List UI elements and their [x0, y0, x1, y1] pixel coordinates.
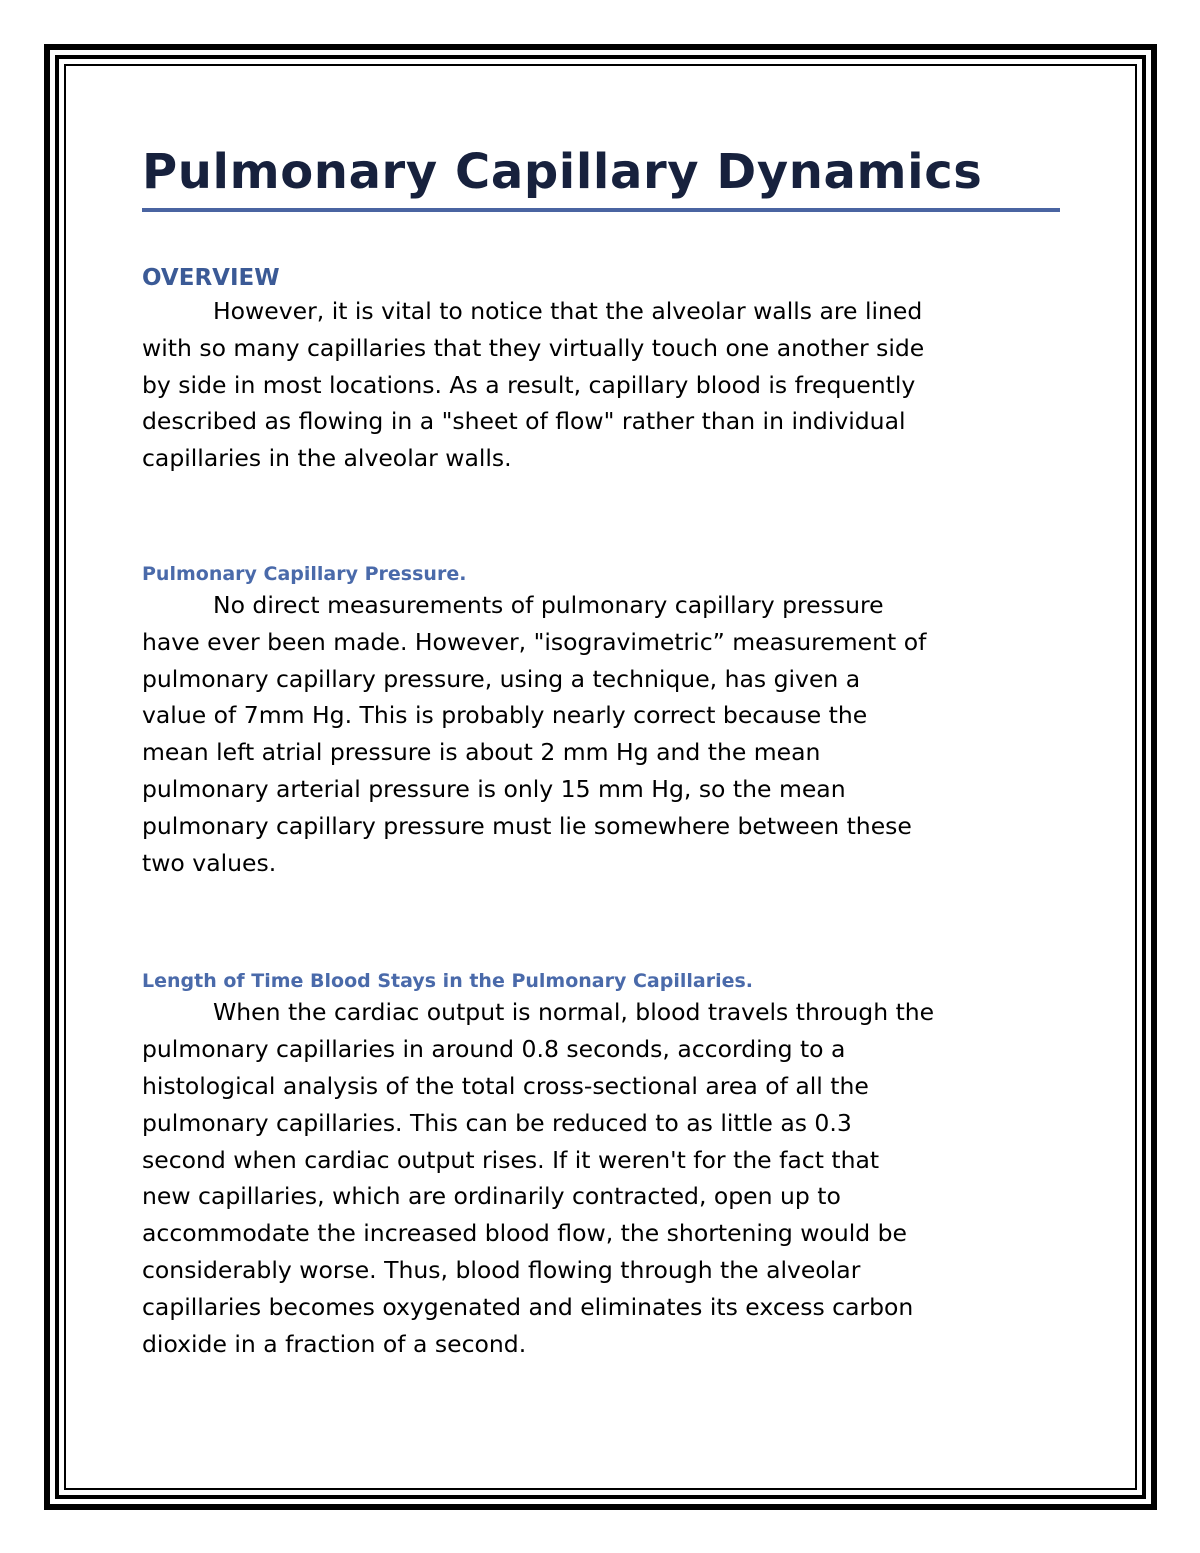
capillary-pressure-paragraph: No direct measurements of pulmonary capillary pressure have ever been made. However, "isogravimetric” measurement of pulmonary capillary pressure, using a technique, has given a value of 7mm Hg. This is probably nearly correct because the mean left atrial pressure is about 2 mm Hg and the mean pulmonary arterial pressure is only 15 mm Hg, so the mean pulmonary capillary pressure must lie somewhere between these two values.	[142, 590, 927, 877]
capillary-pressure-heading: Pulmonary Capillary Pressure.	[142, 562, 467, 585]
overview-paragraph: However, it is vital to notice that the alveolar walls are lined with so many capillaries that they virtually touch one another side by side in most locations. As a result, capillary blood is frequently described as flowing in a "sheet of flow" rather than in individual capillaries in the alveolar walls.	[142, 297, 925, 473]
blood-transit-time-paragraph: When the cardiac output is normal, blood travels through the pulmonary capillaries in around 0.8 seconds, according to a histological analysis of the total cross-sectional area of all the pulmonary capillaries. This can be reduced to as little as 0.3 second when cardiac output rises. If it weren't for the fact that new capillaries, which are ordinarily contracted, open up to accommodate the increased blood flow, the shortening would be considerably worse. Thus, blood flowing through the alveolar capillaries becomes oxygenated and eliminates its excess carbon dioxide in a fraction of a second.	[142, 998, 935, 1358]
document-body	[142, 140, 1060, 1362]
blood-transit-time-heading: Length of Time Blood Stays in the Pulmonary Capillaries.	[142, 970, 753, 993]
overview-heading: OVERVIEW	[142, 265, 280, 291]
document-title: Pulmonary Capillary Dynamics	[142, 140, 1060, 212]
